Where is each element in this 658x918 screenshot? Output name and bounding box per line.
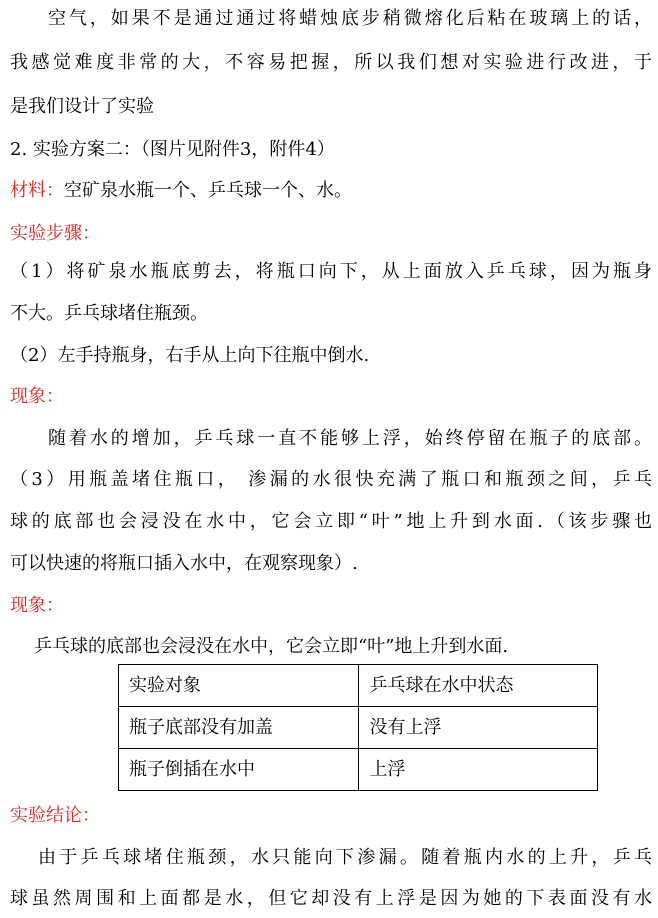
materials-label: 材料：	[10, 180, 64, 201]
step3-line-3: 可以快速的将瓶口插入水中，在观察现象）.	[10, 553, 358, 574]
intro-line-2: 我感觉难度非常的大，不容易把握，所以我们想对实验进行改进，于	[10, 52, 652, 73]
conclusion-line-1: 由于乒乓球堵住瓶颈，水只能向下渗漏。随着瓶内水的上升，乒乓	[38, 847, 652, 868]
step3-line-1: （3）用瓶盖堵住瓶口， 渗漏的水很快充满了瓶口和瓶颈之间，乒乓	[10, 469, 652, 490]
phenomenon-label-1: 现象：	[10, 386, 64, 407]
phenomenon-text-1: 随着水的增加，乒乓球一直不能够上浮，始终停留在瓶子的底部。	[48, 428, 652, 449]
conclusion-label: 实验结论：	[10, 805, 100, 826]
steps-label: 实验步骤：	[10, 223, 100, 244]
result-table	[118, 664, 598, 791]
table-cell: 上浮	[359, 749, 598, 791]
step3-line-2: 球的底部也会浸没在水中，它会立即“叶”地上升到水面.（该步骤也	[10, 511, 652, 532]
step2-line: （2）左手持瓶身，右手从上向下往瓶中倒水.	[10, 345, 370, 366]
table-row	[119, 707, 598, 749]
plan-heading: 2. 实验方案二：（图片见附件3，附件4）	[10, 139, 335, 160]
intro-line-3: 是我们设计了实验	[10, 96, 154, 117]
step1-line-1: （1）将矿泉水瓶底剪去，将瓶口向下，从上面放入乒乓球，因为瓶身	[10, 261, 652, 282]
conclusion-line-2: 球虽然周围和上面都是水，但它却没有上浮是因为她的下表面没有水	[10, 888, 652, 909]
table-header-cell: 乒乓球在水中状态	[359, 665, 598, 707]
step1-line-2: 不大。乒乓球堵住瓶颈。	[10, 303, 208, 324]
phenomenon-label-2: 现象：	[10, 595, 64, 616]
table-row	[119, 749, 598, 791]
materials-line	[10, 176, 652, 206]
materials-text: 空矿泉水瓶一个、乒乓球一个、水。	[64, 180, 352, 201]
table-header-row	[119, 665, 598, 707]
table-cell: 瓶子底部没有加盖	[119, 707, 359, 749]
phenomenon-text-2: 乒乓球的底部也会浸没在水中，它会立即“叶”地上升到水面.	[34, 636, 509, 657]
intro-line-1: 空气，如果不是通过通过将蜡烛底步稍微熔化后粘在玻璃上的话，	[48, 8, 652, 29]
table-cell: 没有上浮	[359, 707, 598, 749]
table-cell: 瓶子倒插在水中	[119, 749, 359, 791]
table-header-cell: 实验对象	[119, 665, 359, 707]
